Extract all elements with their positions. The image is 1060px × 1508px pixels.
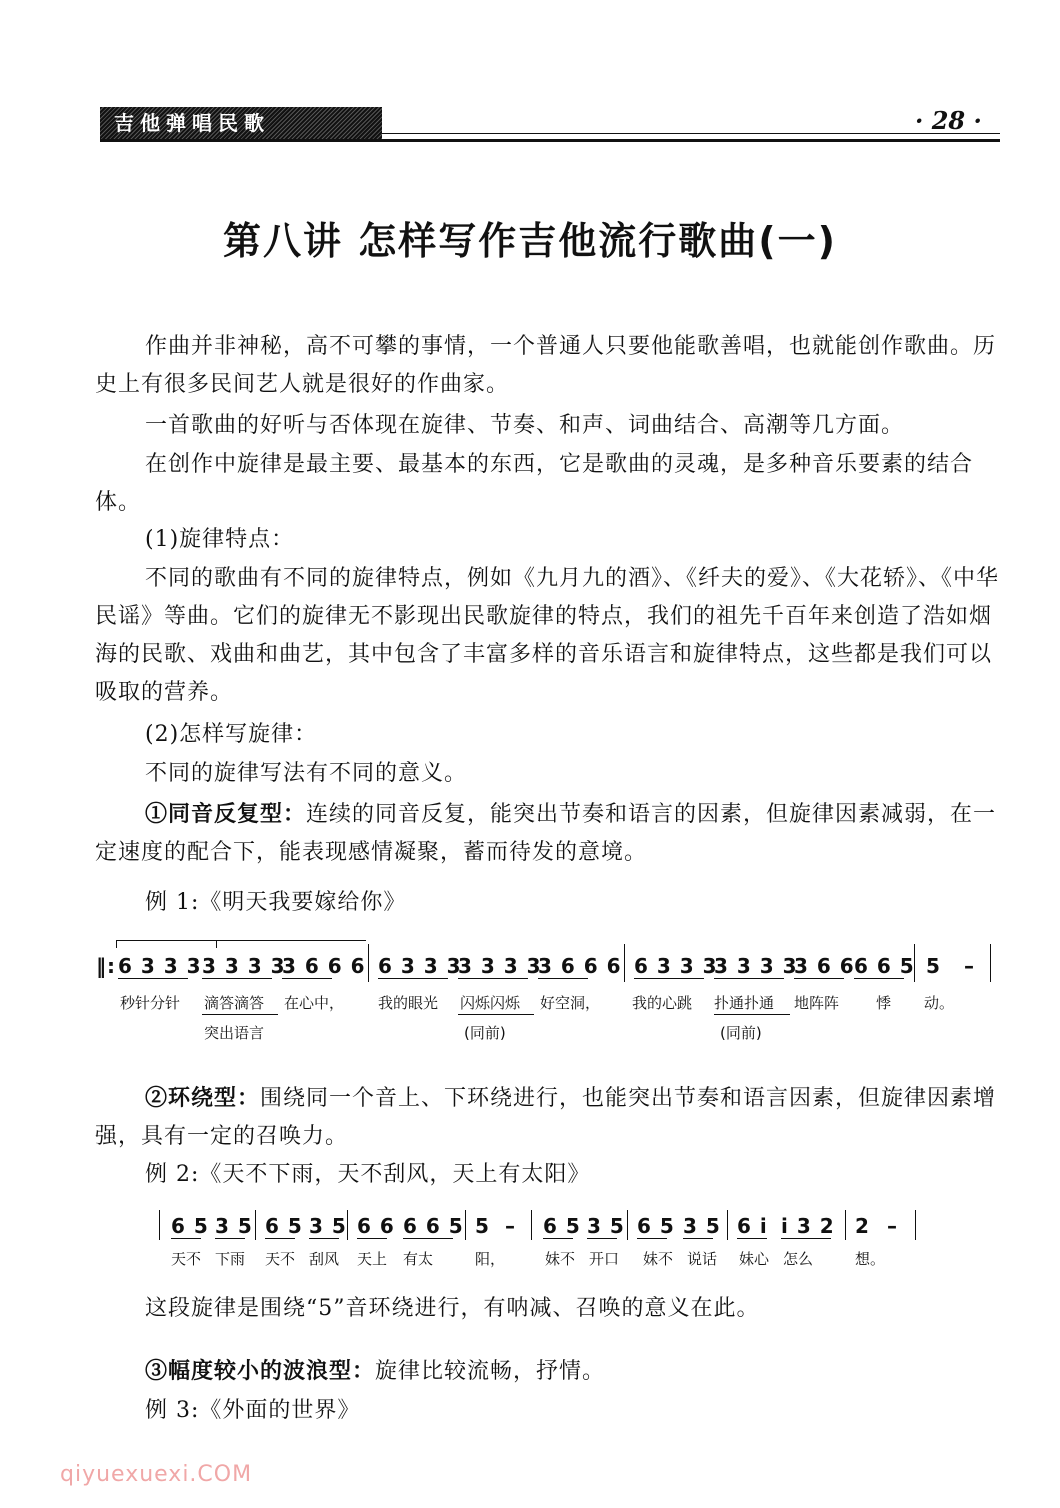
e2-note-13: 6 i <box>737 1214 768 1238</box>
e2-lyric-8: 妹不 <box>545 1250 576 1268</box>
e1-note-12: – <box>964 954 975 978</box>
paragraph-surround: 这段旋律是围绕“5”音环绕进行，有呐减、召唤的意义在此。 <box>145 1296 760 1321</box>
watermark: qiyuexuexi.COM <box>60 1462 253 1487</box>
example1-score <box>96 940 1006 1050</box>
e2-note-16: – <box>887 1214 898 1238</box>
paragraph-type1 <box>95 795 1000 872</box>
paragraph-type3 <box>95 1352 1000 1391</box>
e2-note-15: 2 <box>855 1214 870 1238</box>
e1-annotation-3: (同前) <box>720 1024 762 1042</box>
e1-note-3: 3 6 6 6 <box>282 954 366 978</box>
e2-lyric-6: 有太 <box>403 1250 434 1268</box>
e1-note-9: 3 6 6 <box>794 954 855 978</box>
e2-note-7: 5 <box>475 1214 490 1238</box>
e1-lyric-9: 地阵阵 <box>794 994 840 1012</box>
e1-note-10: 6 6 5 <box>854 954 915 978</box>
e1-lyric-8: 扑通扑通 <box>714 994 775 1012</box>
paragraph-features: 不同的歌曲有不同的旋律特点，例如《九月九的酒》、《纤夫的爱》、《大花轿》、《中华民谣》等曲。它们的旋律无不影现出民歌旋律的特点，我们的祖先千百年来创造了浩如烟海的民歌、戏曲和曲艺，其中包含了丰富多样的音乐语言和旋律特点，这些都是我们可以吸取的营养。 <box>95 566 1000 705</box>
e1-lyric-10: 悸 <box>876 994 892 1012</box>
e2-lyric-9: 开口 <box>589 1250 620 1268</box>
e2-note-6: 6 6 5 <box>403 1214 464 1238</box>
e2-note-5: 6 6 <box>357 1214 395 1238</box>
heading-melody-features: (1)旋律特点： <box>145 527 295 552</box>
e2-lyric-10: 妹不 <box>643 1250 674 1268</box>
paragraph-type2 <box>95 1079 1000 1156</box>
e1-note-11: 5 <box>926 954 941 978</box>
e1-note-7: 6 3 3 3 <box>634 954 718 978</box>
e2-note-2: 3 5 <box>215 1214 253 1238</box>
example2-title: 例 2:《天不下雨，天不刮风，天上有太阳》 <box>145 1162 591 1187</box>
header-rule <box>382 133 1000 134</box>
paragraph-meaning: 不同的旋律写法有不同的意义。 <box>145 761 468 786</box>
e1-lyric-1: 秒针分针 <box>120 994 181 1012</box>
type3-label: ③幅度较小的波浪型： <box>145 1358 376 1384</box>
e1-lyric-7: 我的心跳 <box>632 994 693 1012</box>
paragraph-melody: 在创作中旋律是最主要、最基本的东西，它是歌曲的灵魂，是多种音乐要素的结合体。 <box>95 452 974 515</box>
e2-note-4: 3 5 <box>309 1214 347 1238</box>
example1-title: 例 1:《明天我要嫁给你》 <box>145 890 407 915</box>
example2-score <box>155 1206 925 1276</box>
paragraph-aspects: 一首歌曲的好听与否体现在旋律、节奏、和声、词曲结合、高潮等几方面。 <box>145 413 905 438</box>
type1-label: ①同音反复型： <box>145 801 307 827</box>
e1-annotation-1: 突出语言 <box>204 1024 265 1042</box>
type1-text: 连续的同音反复，能突出节奏和语言的因素，但旋律因素减弱，在一定速度的配合下，能表现感情凝聚，蓄而待发的意境。 <box>95 802 997 865</box>
e1-lyric-6: 好空洞， <box>540 994 601 1012</box>
header-series-title: 吉他弹唱民歌 <box>100 107 382 139</box>
e2-lyric-5: 天上 <box>357 1250 388 1268</box>
e2-lyric-7: 阳， <box>475 1250 506 1268</box>
e2-lyric-12: 妹心 <box>739 1250 770 1268</box>
e1-lyric-5: 闪烁闪烁 <box>460 994 521 1012</box>
e1-lyric-4: 我的眼光 <box>378 994 439 1012</box>
e2-lyric-2: 下雨 <box>215 1250 246 1268</box>
e2-lyric-1: 天不 <box>171 1250 202 1268</box>
e2-note-1: 6 5 <box>171 1214 209 1238</box>
heading-how-to-write: (2)怎样写旋律： <box>145 722 318 747</box>
e2-note-8: – <box>505 1214 516 1238</box>
e2-lyric-14: 想。 <box>855 1250 886 1268</box>
e1-note-4: 6 3 3 3 <box>378 954 462 978</box>
e1-lyric-2: 滴答滴答 <box>204 994 265 1012</box>
e2-note-12: 3 5 <box>683 1214 721 1238</box>
e2-note-10: 3 5 <box>587 1214 625 1238</box>
example3-title: 例 3:《外面的世界》 <box>145 1398 361 1423</box>
e2-lyric-13: 怎么 <box>783 1250 814 1268</box>
e1-note-5: 3 3 3 3 <box>458 954 542 978</box>
type2-label: ②环绕型： <box>145 1085 261 1111</box>
paragraph-intro: 作曲并非神秘，高不可攀的事情，一个普通人只要他能歌善唱，也就能创作歌曲。历史上有很多民间艺人就是很好的作曲家。 <box>95 334 997 397</box>
e1-note-2: 3 3 3 3 <box>202 954 286 978</box>
e2-lyric-3: 天不 <box>265 1250 296 1268</box>
e1-annotation-2: (同前) <box>464 1024 506 1042</box>
header-rule-thick <box>100 139 1000 142</box>
type2-text: 围绕同一个音上、下环绕进行，也能突出节奏和语言因素，但旋律因素增强，具有一定的召唤力。 <box>95 1086 997 1149</box>
e1-lyric-11: 动。 <box>924 994 955 1012</box>
e2-note-11: 6 5 <box>637 1214 675 1238</box>
e1-lyric-3: 在心中， <box>284 994 345 1012</box>
e1-note-1: 6 3 3 3 <box>118 954 202 978</box>
e2-note-3: 6 5 <box>265 1214 303 1238</box>
e2-lyric-4: 刮风 <box>309 1250 340 1268</box>
e2-note-9: 6 5 <box>543 1214 581 1238</box>
type3-text: 旋律比较流畅，抒情。 <box>375 1359 606 1384</box>
e2-lyric-11: 说话 <box>687 1250 718 1268</box>
repeat-sign: ‖: <box>96 954 116 978</box>
e2-note-14: i 3 2 <box>781 1214 835 1238</box>
e1-note-6: 3 6 6 6 <box>538 954 622 978</box>
e1-note-8: 3 3 3 3 <box>714 954 798 978</box>
page-number: · 28 · <box>915 106 982 135</box>
chapter-title: 第八讲 怎样写作吉他流行歌曲(一) <box>223 219 837 263</box>
